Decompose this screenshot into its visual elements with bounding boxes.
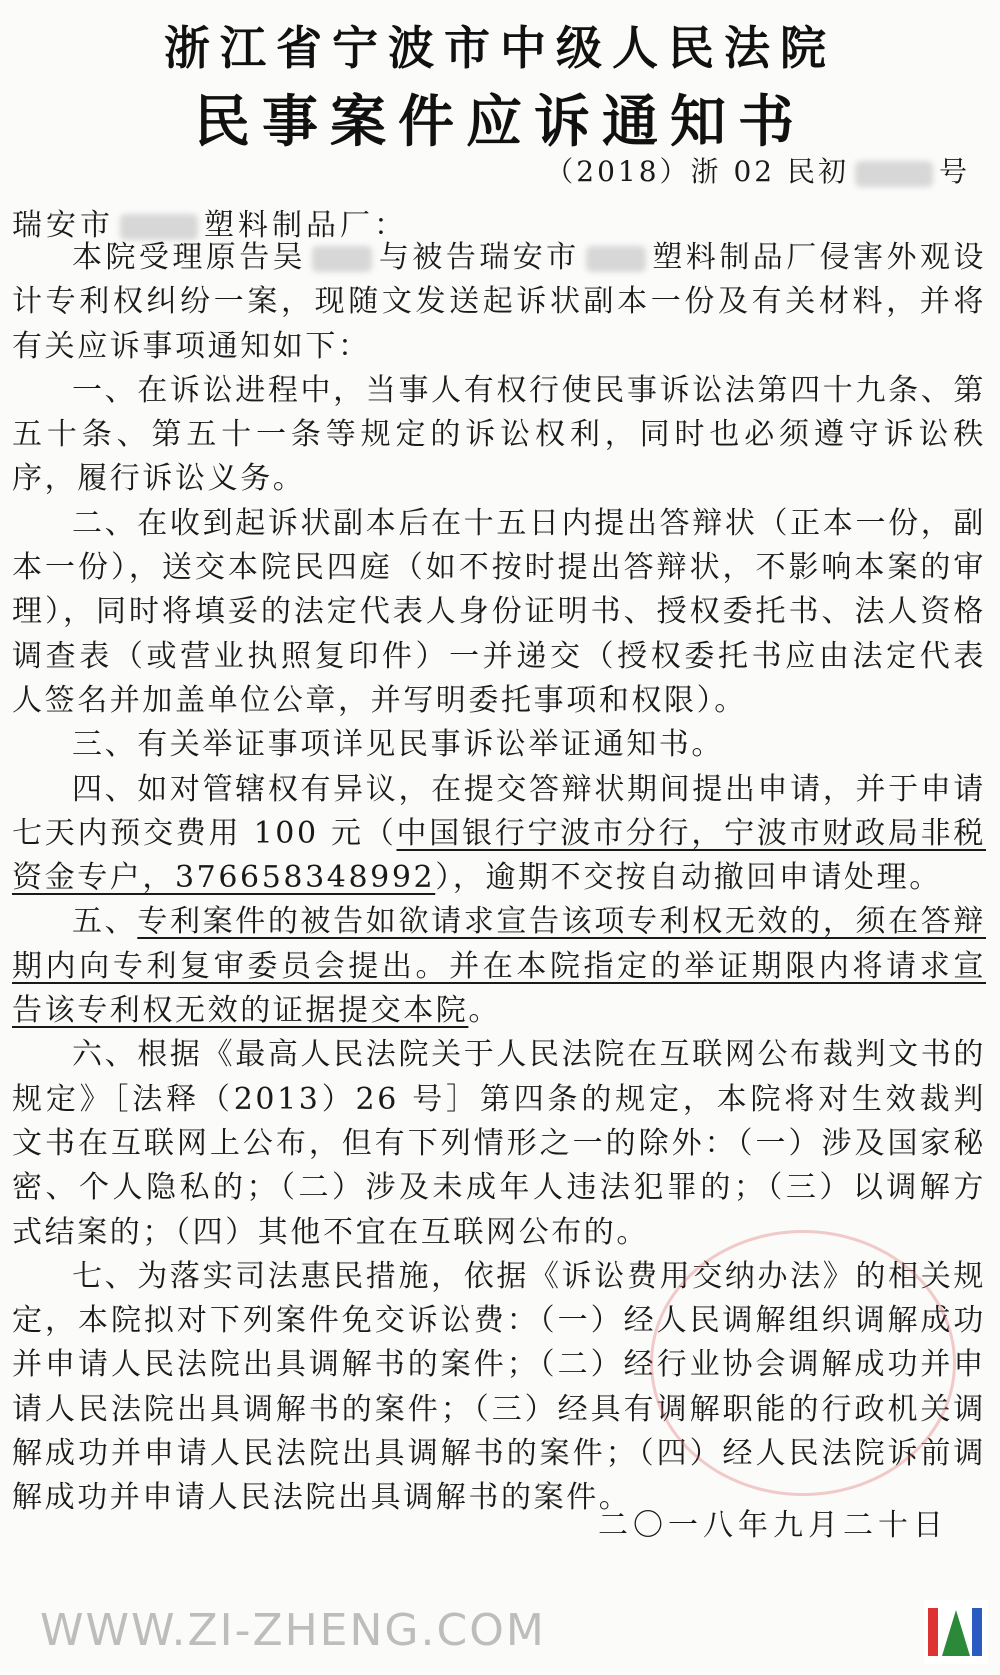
item-5-part-3: 。 [468, 993, 502, 1029]
addressee-prefix: 瑞安市 [12, 208, 114, 243]
patent-invalidation-underlined: 专利案件的被告如欲请求宣告该项专利权无效的，须在答辩期内向专利复审委员会提出。并在本院指定的举证期限内将请求宣告该专利权无效的证据提交本院 [12, 904, 986, 1029]
intro-part-2: 与被告瑞安市 [378, 240, 580, 275]
redacted-case-number [855, 161, 933, 187]
item-4-part-2: 在提交答辩状期间提出申请，并于申请七天内预交费用 100 元（ [12, 771, 986, 851]
item-7-paragraph: 七、为落实司法惠民措施，依据《诉讼费用交纳办法》的相关规定，本院拟对下列案件免交诉讼费：（一）经人民调解组织调解成功并申请人民法院出具调解书的案件；（二）经行业协会调解成功并申请人民法院出具调解书的案件；（三）经具有调解职能的行政机关调解成功并申请人民法院出具调解书的案件；（四）经人民法院诉前调解成功并申请人民法院出具调解书的案件。 [12, 1258, 986, 1516]
addressee-suffix: 塑料制品厂： [204, 208, 408, 243]
item-1-paragraph: 一、在诉讼进程中，当事人有权行使民事诉讼法第四十九条、第五十条、第五十一条等规定的诉讼权利，同时也必须遵守诉讼秩序，履行诉讼义务。 [12, 372, 986, 497]
court-name: 浙江省宁波市中级人民法院 [164, 21, 836, 75]
item-3-paragraph: 三、有关举证事项详见民事诉讼举证通知书。 [72, 727, 724, 763]
intro-part-3: 塑料制品厂侵害外观设计专利权纠纷一案，现随文发送起诉状副本一份及有关材料，并将有关应诉事项通知如下： [12, 240, 987, 364]
item-5-paragraph [12, 900, 986, 1033]
case-number [545, 150, 970, 190]
intro-paragraph [12, 236, 986, 369]
intro-part-1: 本院受理原告吴 [72, 240, 307, 275]
site-logo-icon [924, 1600, 988, 1664]
redacted-defendant-name [586, 246, 646, 272]
watermark-text: WWW.ZI-ZHENG.COM [40, 1605, 546, 1656]
bank-account-underlined: 中国银行宁波市分行，宁波市财政局非税资金专户，376658348992 [12, 815, 986, 896]
case-number-prefix: （2018）浙 02 民初 [545, 155, 849, 188]
item-2-paragraph: 二、在收到起诉状副本后在十五日内提出答辩状（正本一份，副本一份），送交本院民四庭（如不按时提出答辩状，不影响本案的审理），同时将填妥的法定代表人身份证明书、授权委托书、法人资格调查表（或营业执照复印件）一并递交（授权委托书应由法定代表人签名并加盖单位公章，并写明委托事项和权限）。 [12, 505, 986, 718]
court-seal-stamp [650, 1230, 956, 1496]
item-6-paragraph: 六、根据《最高人民法院关于人民法院在互联网公布裁判文书的规定》［法释（2013）26 号］第四条的规定，本院将对生效裁判文书在互联网上公布，但有下列情形之一的除外：（一）涉及国家秘密、个人隐私的；（二）涉及未成年人违法犯罪的；（三）以调解方式结案的；（四）其他不宜在互联网公布的。 [12, 1037, 986, 1250]
document-title: 民事案件应诉通知书 [194, 90, 806, 155]
item-4-part-4: ），逾期不交按自动撤回申请处理。 [435, 860, 942, 896]
case-number-suffix: 号 [938, 155, 970, 188]
item-5-part-1: 五、 [72, 904, 138, 940]
issue-date: 二〇一八年九月二十日 [598, 1508, 948, 1543]
item-4-paragraph [12, 768, 986, 901]
item-4-part-1: 四、如对管辖权有异议， [72, 771, 432, 807]
redacted-plaintiff-name [312, 246, 372, 272]
